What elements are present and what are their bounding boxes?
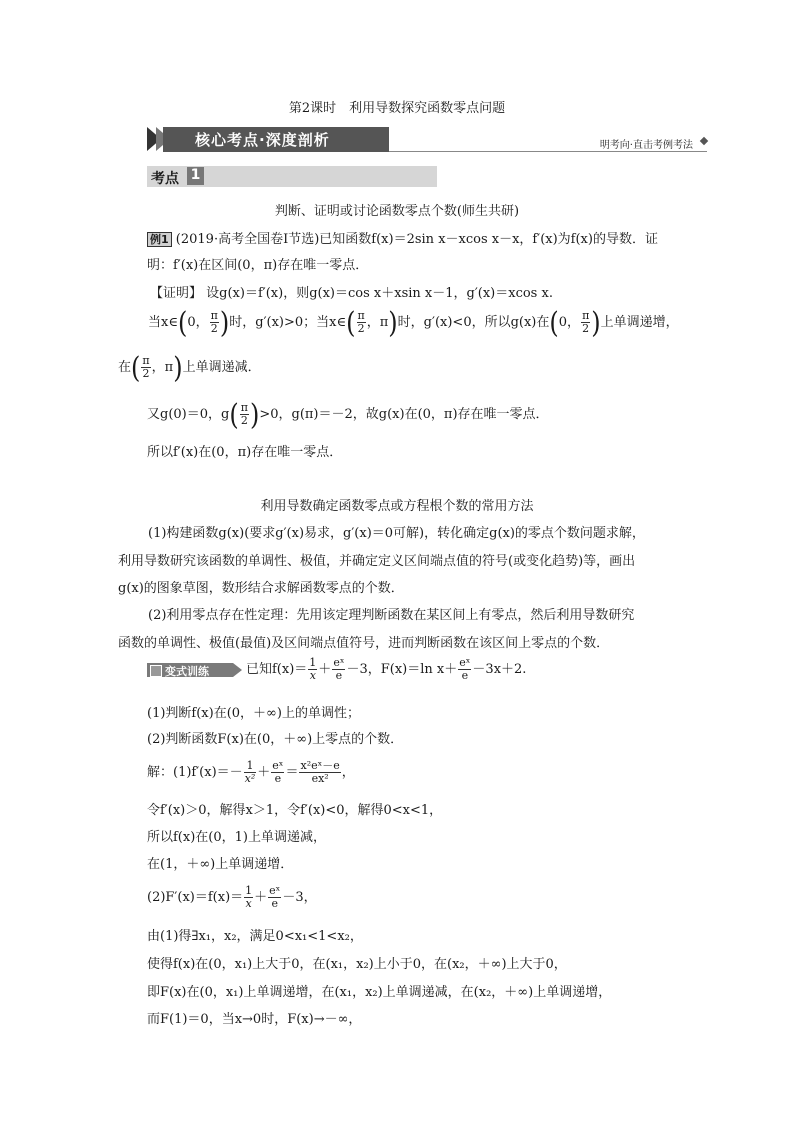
fraction xyxy=(458,657,471,682)
paren-left: ( xyxy=(177,305,188,340)
fraction xyxy=(308,657,317,682)
denominator: e xyxy=(274,772,282,785)
denominator: x² xyxy=(244,772,256,785)
paren-right: ) xyxy=(388,305,398,340)
solution-line1 xyxy=(147,760,355,785)
solution-line4: 在(1，＋∞)上单调递增． xyxy=(147,857,294,872)
denominator: e xyxy=(271,897,279,910)
denominator: 2 xyxy=(357,322,365,335)
solution-text: ， xyxy=(341,765,355,780)
proof-text-1: 设g(x)＝f′(x)，则g(x)＝cos x＋xsin x－1，g′(x)＝xcos x. xyxy=(206,286,553,301)
kaodian-bar xyxy=(147,166,437,187)
equals-sign: ＝ xyxy=(285,765,299,780)
denominator: x xyxy=(245,897,252,910)
fraction xyxy=(240,402,249,427)
denominator: e xyxy=(461,669,469,682)
method-title: 利用导数确定函数零点或方程根个数的常用方法 xyxy=(260,499,534,514)
solution-line9: 而F(1)＝0，当x→0时，F(x)→－∞， xyxy=(147,1012,362,1027)
proof-text: 当x∈ xyxy=(148,315,178,330)
proof-line3: 在( $\frac{\pi}{2}$ ，π)上单调递减． xyxy=(118,350,261,385)
paren-right: ) xyxy=(591,305,601,340)
proof-text: >0，g(π)＝－2，故g(x)在(0，π)存在唯一零点． xyxy=(259,407,549,422)
fraction xyxy=(244,760,257,785)
kaodian-number: 1 xyxy=(187,167,204,185)
exercise-statement xyxy=(246,657,526,682)
proof-line5: 所以f′(x)在(0，π)存在唯一零点． xyxy=(147,445,343,460)
solution-line8: 即F(x)在(0，x₁)上单调递增，在(x₁，x₂)上单调递减，在(x₂，＋∞)上单调递增， xyxy=(147,985,612,1000)
method-p1-line3: g(x)的图象草图，数形结合求解函数零点的个数． xyxy=(118,581,404,596)
section1-title: 判断、证明或讨论函数零点个数(师生共研) xyxy=(274,204,520,219)
method-p2-line2: 函数的单调性、极值(最值)及区间端点值符号，进而判断函数在该区间上零点的个数． xyxy=(118,636,610,651)
proof-label: 【证明】 xyxy=(150,286,203,301)
paren-left: ( xyxy=(346,305,356,340)
plus-sign: ＋ xyxy=(318,662,332,677)
paren-left: ( xyxy=(229,397,239,432)
paren-left: ( xyxy=(549,305,559,340)
proof-text: 上单调递增， xyxy=(600,315,679,330)
numerator: π xyxy=(357,309,365,322)
denominator: e xyxy=(335,669,343,682)
solution-line3: 所以f(x)在(0，1)上单调递减， xyxy=(147,830,326,845)
section-banner xyxy=(147,125,707,155)
example-tag: 例1 xyxy=(147,232,172,247)
plus-sign: ＋ xyxy=(257,765,271,780)
denominator: 2 xyxy=(582,322,590,335)
pi-symbol: π xyxy=(379,315,389,330)
fraction xyxy=(581,310,590,335)
banner-title: 核心考点·深度剖析 xyxy=(195,131,330,149)
interval-zero: 0 xyxy=(187,315,196,330)
fraction xyxy=(244,885,253,910)
example-source: (2019·高考全国卷Ⅰ节选) xyxy=(175,232,320,247)
exercise-text: －3x＋2. xyxy=(472,662,527,677)
denominator: 2 xyxy=(240,414,248,427)
proof-text: 时，g′(x)<0，所以g(x)在 xyxy=(397,315,550,330)
method-p1-line2: 利用导数研究该函数的单调性、极值，并确定定义区间端点值的符号(或变化趋势)等，画出 xyxy=(118,554,636,569)
proof-line1 xyxy=(150,282,553,301)
numerator: eˣ xyxy=(272,759,284,772)
numerator: x²eˣ－e xyxy=(300,759,340,772)
fraction xyxy=(299,760,340,785)
exercise-tag xyxy=(147,663,233,677)
exercise-icon xyxy=(150,665,162,677)
paren-right: ) xyxy=(219,305,230,340)
numerator: eˣ xyxy=(459,656,471,669)
exercise-q1: (1)判断f(x)在(0，＋∞)上的单调性； xyxy=(147,706,360,721)
numerator: π xyxy=(240,401,248,414)
fraction xyxy=(271,760,284,785)
exercise-q2: (2)判断函数F(x)在(0，＋∞)上零点的个数． xyxy=(147,732,404,747)
example-text-1: 已知函数f(x)＝2sin x－xcos x－x，f′(x)为f(x)的导数．证 xyxy=(319,232,658,247)
fraction xyxy=(210,310,219,335)
proof-text: 在 xyxy=(118,360,132,375)
numerator: 1 xyxy=(309,656,317,669)
solution-text: (2)F′(x)＝f(x)＝ xyxy=(147,890,244,905)
example-line2: 明：f′(x)在区间(0，π)存在唯一零点． xyxy=(147,258,369,273)
proof-text: 又g(0)＝0，g xyxy=(147,407,230,422)
kaodian-label: 考点 xyxy=(151,171,179,187)
numerator: π xyxy=(582,309,590,322)
denominator: ex² xyxy=(311,772,329,785)
pi-symbol: π xyxy=(164,360,174,375)
proof-text: 时，g′(x)>0；当x∈ xyxy=(229,315,347,330)
banner-divider xyxy=(389,151,707,152)
method-p2-line1: (2)利用零点存在性定理：先用该定理判断函数在某区间上有零点，然后利用导数研究 xyxy=(148,608,635,623)
exercise-tag-label: 变式训练 xyxy=(165,665,209,678)
solution-line5 xyxy=(147,885,317,910)
solution-line7: 使得f(x)在(0，x₁)上大于0，在(x₁，x₂)上小于0，在(x₂，＋∞)上大于0， xyxy=(147,957,567,972)
proof-line2: 当x∈(0， $\frac{\pi}{2}$ )时，g′(x)>0；当x∈( $\frac{\pi}{2}$ ，π)时，g′(x)<0，所以g(x)在(0， $\frac{\pi}{2}$ )上单调递增， xyxy=(148,305,679,340)
numerator: 1 xyxy=(245,884,253,897)
solution-line2: 令f′(x)＞0，解得x＞1，令f′(x)<0，解得0<x<1， xyxy=(147,803,443,818)
fraction xyxy=(141,355,150,380)
numerator: π xyxy=(210,309,218,322)
exercise-text: －3，F(x)＝ln x＋ xyxy=(346,662,458,677)
denominator: 2 xyxy=(210,322,218,335)
tag-arrow-icon xyxy=(233,663,242,677)
numerator: π xyxy=(142,354,150,367)
numerator: eˣ xyxy=(333,656,345,669)
fraction xyxy=(268,885,281,910)
paren-left: ( xyxy=(131,350,141,385)
plus-sign: ＋ xyxy=(254,890,268,905)
page-title: 第2课时 利用导数探究函数零点问题 xyxy=(288,101,506,116)
proof-text: 上单调递减． xyxy=(182,360,261,375)
solution-text: －3， xyxy=(282,890,317,905)
paren-right: ) xyxy=(249,397,260,432)
banner-subtitle: 明考向·直击考例考法 xyxy=(599,140,693,151)
solution-text: 解：(1)f′(x)＝－ xyxy=(147,765,243,780)
solution-line6: 由(1)得∃x₁，x₂，满足0<x₁<1<x₂， xyxy=(147,929,363,944)
paren-right: ) xyxy=(173,350,183,385)
fraction xyxy=(357,310,366,335)
denominator: 2 xyxy=(142,367,150,380)
proof-line4 xyxy=(147,397,549,432)
denominator: x xyxy=(309,669,316,682)
fraction xyxy=(332,657,345,682)
numerator: eˣ xyxy=(269,884,281,897)
numerator: 1 xyxy=(244,760,257,773)
exercise-text: 已知f(x)＝ xyxy=(246,662,308,677)
example-line1 xyxy=(147,228,658,247)
diamond-icon xyxy=(700,137,708,145)
interval-zero: 0 xyxy=(558,315,568,330)
method-p1-line1: (1)构建函数g(x)(要求g′(x)易求，g′(x)＝0可解)，转化确定g(x)的零点个数问题求解， xyxy=(148,526,645,541)
